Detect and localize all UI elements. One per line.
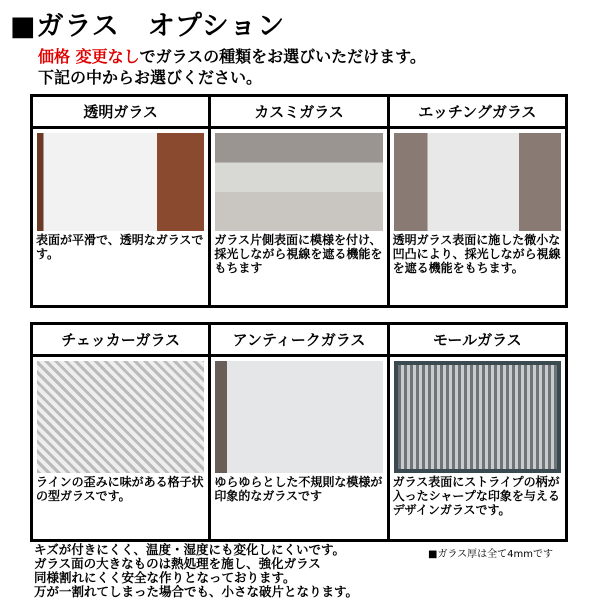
page-title: ■ガラス オプション (10, 11, 286, 42)
option-description: ガラス表面にストライプの柄が入ったシャープな印象を与えるデザインガラスです。 (392, 475, 560, 517)
glass-options-row-2 (30, 322, 568, 542)
intro-text (38, 46, 426, 88)
checker-glass-photo (37, 361, 204, 473)
footer-line: 同様割れにくく安全な作りとなっております。 (34, 570, 296, 585)
footer-line: ガラス面の大きなものは熱処理を施し、強化ガラス (34, 556, 321, 571)
option-name: モールガラス (390, 325, 565, 357)
option-name: アンティークガラス (211, 325, 386, 357)
footer-notes (34, 543, 358, 599)
option-checker-glass (33, 325, 208, 539)
antique-glass-photo (215, 361, 382, 473)
footer-line: 万が一割れてしまった場合でも、小さな破片となります。 (34, 584, 359, 599)
intro-line2: 下記の中からお選びください。 (38, 68, 263, 87)
option-mall-glass (390, 325, 565, 539)
option-etching-glass (390, 97, 565, 305)
option-name: エッチングガラス (390, 97, 565, 129)
intro-line1: でガラスの種類をお選びいただけます。 (139, 47, 426, 66)
glass-options-row-1 (30, 94, 568, 308)
mall-glass-photo (394, 361, 561, 473)
etching-glass-photo (394, 133, 561, 231)
option-name: 透明ガラス (33, 97, 208, 129)
thickness-note: ■ガラス厚は全て4mmです (428, 549, 553, 560)
kasumi-glass-photo (215, 133, 382, 231)
option-description: ガラス片側表面に模様を付け、採光しながら視線を遮る機能をもちます (214, 233, 383, 275)
option-name: チェッカーガラス (33, 325, 208, 357)
option-description: 透明ガラス表面に施した微小な凹凸により、採光しながら視線を遮る機能をもちます。 (392, 233, 561, 275)
footer-line: キズが付きにくく、温度・湿度にも変化しにくいです。 (34, 542, 346, 557)
option-description: ラインの歪みに味がある格子状の型ガラスです。 (36, 475, 204, 503)
option-name: カスミガラス (211, 97, 386, 129)
option-description: 表面が平滑で、透明なガラスです。 (36, 233, 204, 261)
price-unchanged-highlight: 価格 変更なし (38, 47, 140, 66)
option-clear-glass (33, 97, 208, 305)
option-description: ゆらゆらとした不規則な模様が印象的なガラスです (214, 475, 383, 503)
clear-glass-photo (37, 133, 204, 231)
option-antique-glass (211, 325, 386, 539)
option-kasumi-glass (211, 97, 386, 305)
